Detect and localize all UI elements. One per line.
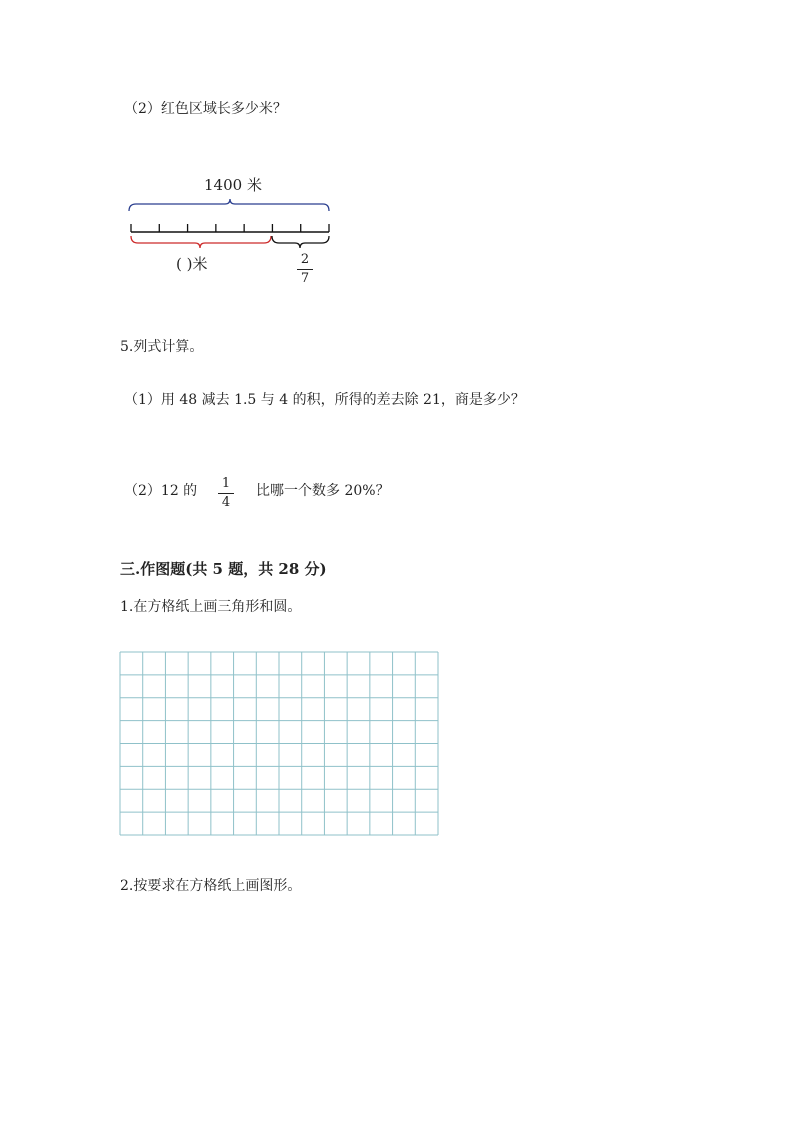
section-3-question-2: 2.按要求在方格纸上画图形。 [120, 878, 302, 894]
total-length-label: 1400 米 [204, 176, 262, 194]
fraction-numerator: 2 [300, 252, 310, 267]
section-3-question-1: 1.在方格纸上画三角形和圆。 [120, 599, 302, 615]
question-5-title: 5.列式计算。 [120, 339, 204, 355]
answer-blank-label: ( )米 [176, 255, 208, 273]
section-3-title: 三.作图题(共 5 题，共 28 分) [120, 560, 327, 578]
fraction-denominator: 4 [221, 495, 231, 510]
question-2-2: （2）红色区域长多少米？ [124, 101, 287, 117]
fraction-denominator: 7 [300, 271, 310, 286]
question-5-2-prefix: （2）12 的 [124, 483, 198, 499]
fraction-numerator: 1 [221, 476, 231, 491]
question-5-2-suffix: 比哪一个数多 20%？ [256, 483, 390, 499]
question-5-1: （1）用 48 减去 1.5 与 4 的积，所得的差去除 21，商是多少？ [124, 392, 525, 408]
